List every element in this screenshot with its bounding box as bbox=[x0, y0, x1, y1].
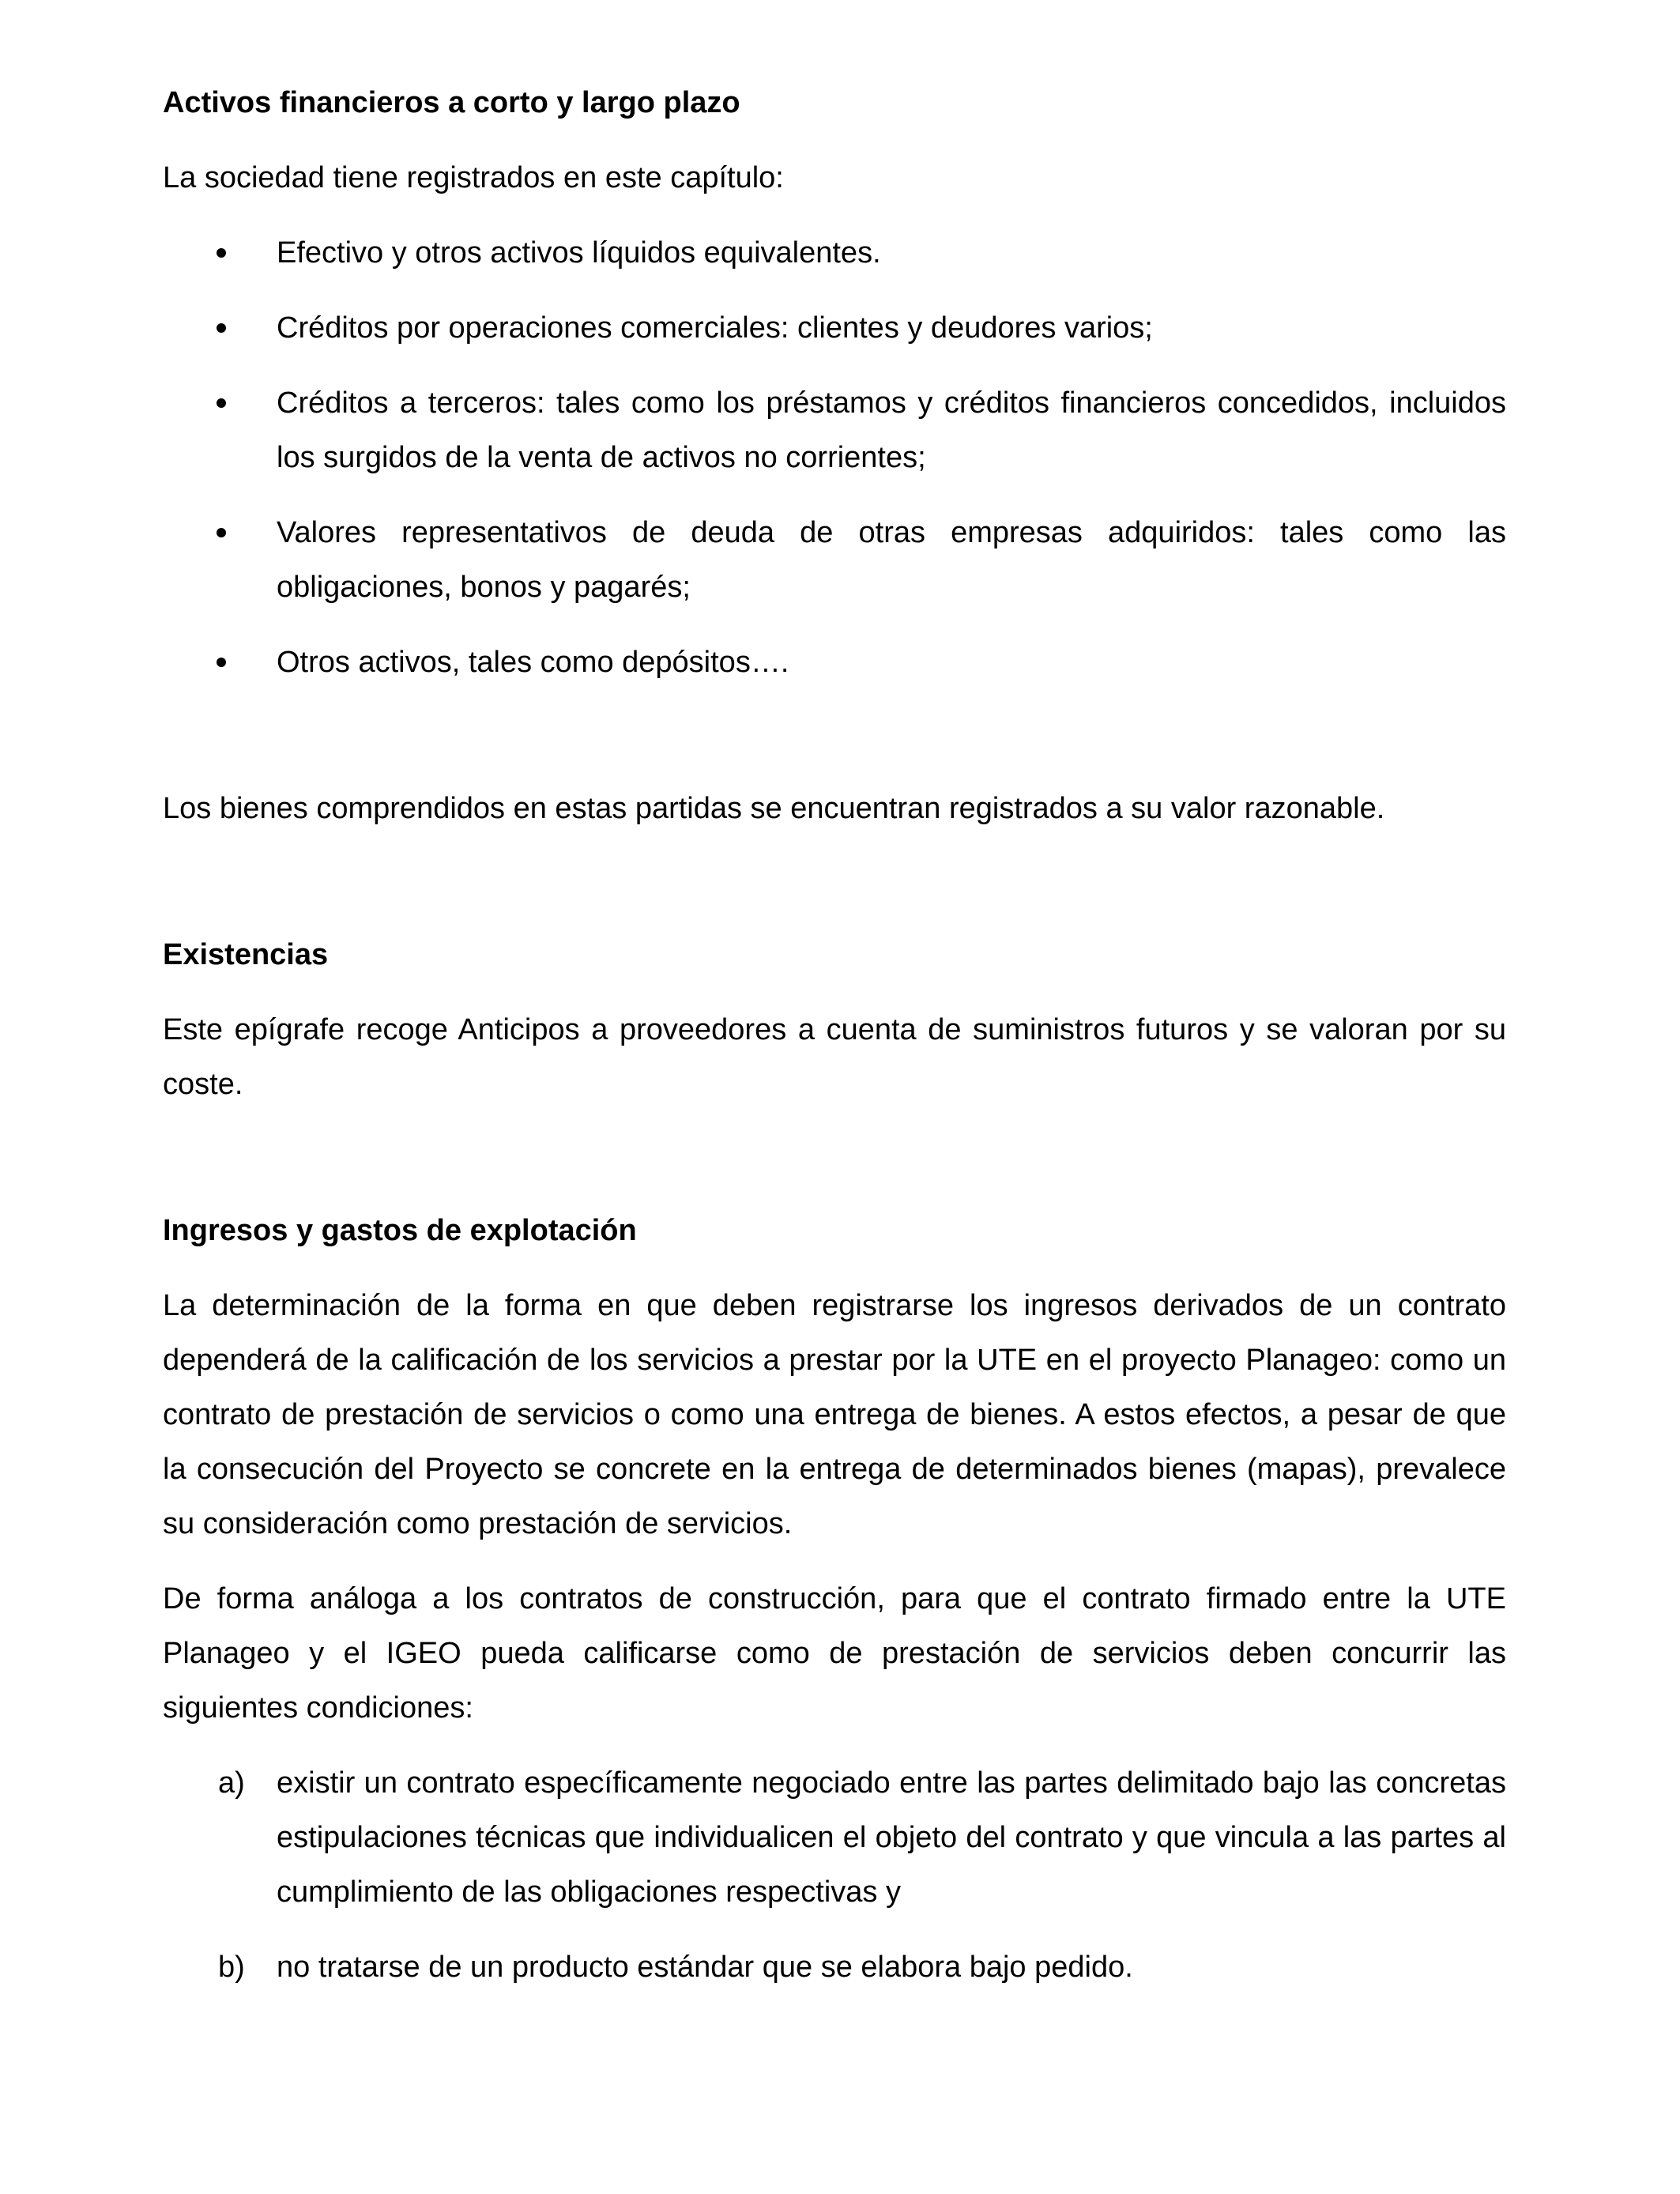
spacer bbox=[163, 1258, 1506, 1279]
spacer bbox=[163, 281, 1506, 301]
spacer bbox=[163, 615, 1506, 635]
bullet-text: Otros activos, tales como depósitos…. bbox=[277, 646, 789, 679]
section-heading-ingresos: Ingresos y gastos de explotación bbox=[163, 1214, 637, 1247]
bullet-text: Valores representativos de deuda de otras empresas adquiridos: tales como las obligaciones, bonos y pagarés; bbox=[277, 516, 1506, 604]
bullet-item bbox=[163, 226, 1506, 281]
section-heading-existencias: Existencias bbox=[163, 938, 329, 971]
spacer bbox=[163, 1736, 1506, 1756]
bullet-item bbox=[163, 376, 1506, 485]
spacer bbox=[163, 205, 1506, 226]
bullet-icon bbox=[163, 635, 277, 690]
spacer bbox=[163, 130, 1506, 151]
bullet-icon bbox=[163, 376, 277, 431]
spacer bbox=[163, 485, 1506, 506]
spacer bbox=[163, 690, 1506, 782]
spacer bbox=[163, 836, 1506, 928]
bullet-item bbox=[163, 635, 1506, 690]
condition-item bbox=[163, 1940, 1506, 1995]
condition-marker: b) bbox=[218, 1951, 245, 1984]
bullet-item bbox=[163, 506, 1506, 615]
bullet-text: Créditos a terceros: tales como los préstamos y créditos financieros concedidos, incluidos los surgidos de la venta de activos no corrientes; bbox=[277, 386, 1506, 474]
section-closing: Los bienes comprendidos en estas partidas se encuentran registrados a su valor razonable. bbox=[163, 792, 1385, 825]
spacer bbox=[163, 1112, 1506, 1204]
bullet-icon bbox=[163, 506, 277, 560]
document-page bbox=[163, 76, 1506, 1995]
bullet-text: Efectivo y otros activos líquidos equivalentes. bbox=[277, 236, 881, 270]
bullet-item bbox=[163, 301, 1506, 356]
bullet-icon bbox=[163, 301, 277, 356]
paragraph: De forma análoga a los contratos de construcción, para que el contrato firmado entre la UTE Planageo y el IGEO pueda calificarse como de prestación de servicios deben concurrir las siguientes condiciones: bbox=[163, 1582, 1506, 1725]
bullet-icon bbox=[163, 226, 277, 281]
spacer bbox=[163, 1920, 1506, 1940]
spacer bbox=[163, 1551, 1506, 1572]
paragraph: La determinación de la forma en que deben registrarse los ingresos derivados de un contrato dependerá de la calificación de los servicios a prestar por la UTE en el proyecto Planageo: como un contrato de prestación de servicios o como una entrega de bienes. A estos efectos, a pesar de que la consecución del Proyecto se concrete en la entrega de determinados bienes (mapas), prevalece su consideración como prestación de servicios. bbox=[163, 1289, 1506, 1540]
section-intro: La sociedad tiene registrados en este capítulo: bbox=[163, 161, 784, 194]
condition-item bbox=[163, 1756, 1506, 1920]
spacer bbox=[163, 356, 1506, 376]
section-body-existencias: Este epígrafe recoge Anticipos a proveedores a cuenta de suministros futuros y se valoran por su coste. bbox=[163, 1013, 1506, 1101]
spacer bbox=[163, 982, 1506, 1003]
bullet-text: Créditos por operaciones comerciales: clientes y deudores varios; bbox=[277, 311, 1153, 345]
section-heading-activos: Activos financieros a corto y largo plazo bbox=[163, 86, 740, 119]
condition-marker: a) bbox=[218, 1766, 245, 1800]
condition-text: existir un contrato específicamente negociado entre las partes delimitado bajo las concretas estipulaciones técnicas que individualicen el objeto del contrato y que vincula a las partes al cumplimiento de las obligaciones respectivas y bbox=[277, 1766, 1506, 1909]
condition-text: no tratarse de un producto estándar que se elabora bajo pedido. bbox=[277, 1951, 1133, 1984]
